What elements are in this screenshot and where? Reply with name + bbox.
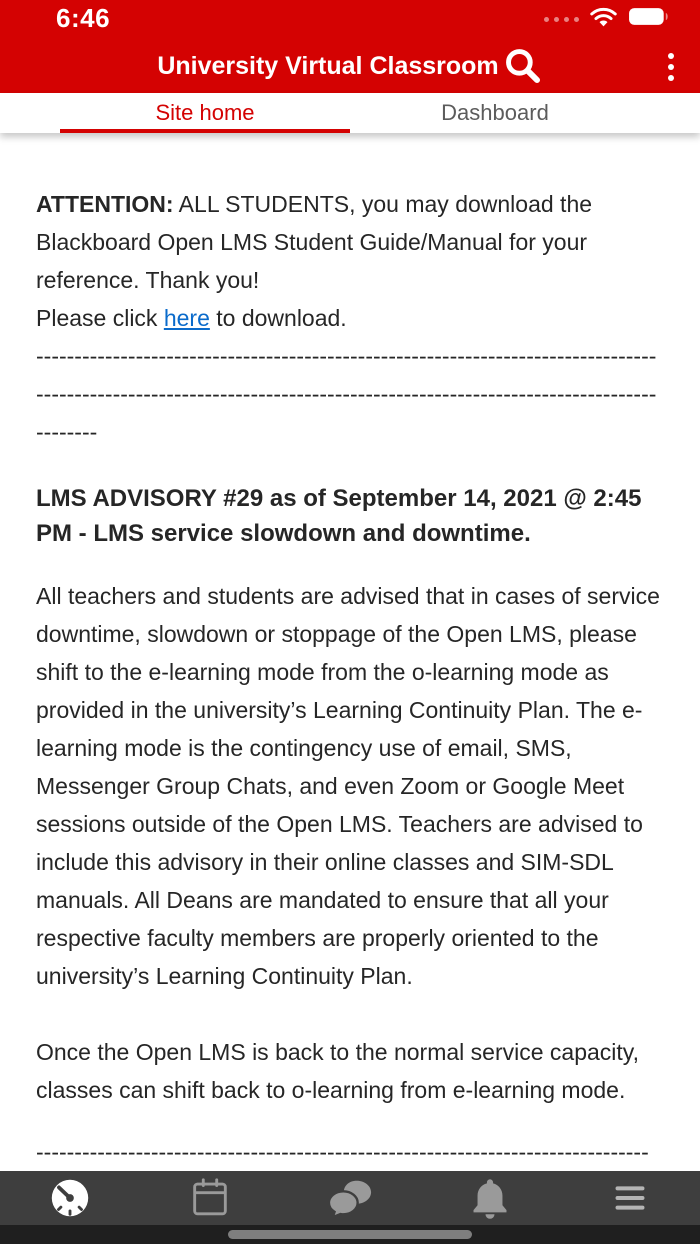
wifi-icon — [589, 6, 618, 32]
home-indicator[interactable] — [228, 1230, 472, 1239]
attention-label: ATTENTION: — [36, 190, 174, 217]
tab-dashboard[interactable]: Dashboard — [350, 93, 640, 132]
search-button[interactable] — [501, 44, 543, 89]
cellular-signal-icon — [544, 17, 579, 22]
search-icon — [501, 44, 543, 89]
nav-item-calendar[interactable] — [140, 1175, 280, 1221]
chat-bubbles-icon — [327, 1175, 373, 1221]
download-link[interactable]: here — [163, 304, 210, 331]
speedometer-icon — [47, 1175, 93, 1221]
attention-text: ALL STUDENTS, you may download the Blackboard Open LMS Student Guide/Manual for your reference. Thank you! — [36, 190, 593, 293]
kebab-menu-icon — [668, 53, 674, 81]
hamburger-menu-icon — [607, 1175, 653, 1221]
download-line — [36, 299, 664, 337]
dashed-divider-top: -------------------------------------------------------------------------------------------------------------------------------------------------------------------------- — [36, 342, 657, 445]
status-bar — [0, 0, 700, 40]
calendar-icon — [187, 1175, 233, 1221]
bottom-nav — [0, 1171, 700, 1225]
status-icons — [544, 6, 670, 34]
page-title: University Virtual Classroom — [157, 52, 499, 81]
nav-item-menu[interactable] — [560, 1175, 700, 1221]
download-suffix: to download. — [209, 304, 347, 331]
tab-bar — [0, 93, 700, 132]
advisory-paragraph: All teachers and students are advised that in cases of service downtime, slowdown or stoppage of the Open LMS, please shift to the e-learning mode from the o-learning mode as provided in the university’s Learning Continuity Plan. The e-learning mode is the contingency use of email, SMS, Messenger Group Chats, and even Zoom or Google Meet sessions outside of the Open LMS. Teachers are advised to include this advisory in their online classes and SIM-SDL manuals. All Deans are mandated to ensure that all your respective faculty members are properly oriented to the university’s Learning Continuity Plan. — [36, 582, 660, 989]
battery-icon — [628, 6, 670, 32]
dashed-divider-bottom: -------------------------------------------------------------------------------- — [36, 1138, 649, 1165]
advisory-heading: LMS ADVISORY #29 as of September 14, 2021 @ 2:45 PM - LMS service slowdown and downtime. — [36, 484, 642, 547]
tab-site-home[interactable]: Site home — [60, 93, 350, 132]
status-time: 6:46 — [56, 3, 111, 34]
advisory-followup-paragraph: Once the Open LMS is back to the normal service capacity, classes can shift back to o-learning from e-learning mode. — [36, 1038, 639, 1103]
download-prefix: Please click — [36, 304, 164, 331]
nav-item-messages[interactable] — [280, 1175, 420, 1221]
nav-item-notifications[interactable] — [420, 1175, 560, 1221]
overflow-menu-button[interactable] — [668, 53, 674, 81]
bell-icon — [467, 1175, 513, 1221]
app-header — [0, 40, 700, 93]
nav-item-dashboard[interactable] — [0, 1175, 140, 1221]
attention-paragraph — [36, 185, 664, 299]
content-scroll[interactable] — [0, 133, 700, 1171]
home-indicator-area — [0, 1225, 700, 1244]
